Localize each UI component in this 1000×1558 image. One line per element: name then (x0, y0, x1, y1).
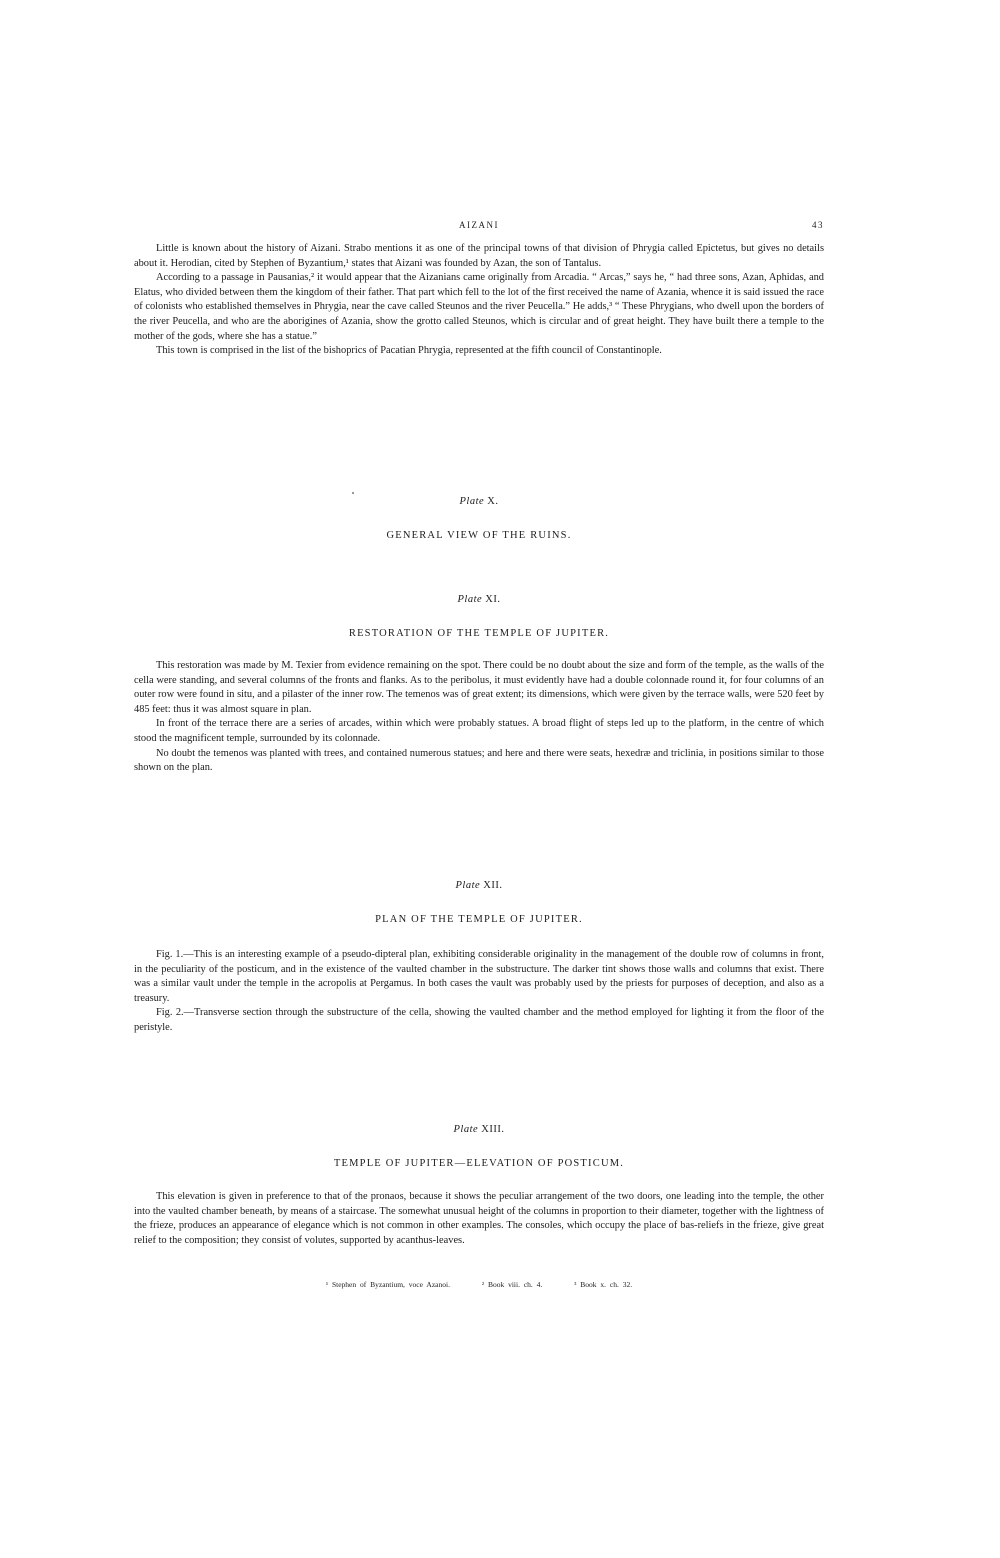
footnote: ³ Book x. ch. 32. (574, 1280, 633, 1289)
running-head (134, 220, 824, 236)
plate-xii-title: PLAN OF THE TEMPLE OF JUPITER. (375, 914, 583, 925)
plate-xii-text (134, 948, 824, 1036)
plate-xi-label: Plate XI. (457, 594, 501, 605)
plate-x-title: GENERAL VIEW OF THE RUINS. (386, 530, 572, 541)
plate-xii-paragraph: Fig. 2.—Transverse section through the substructure of the cella, showing the vaulted chamber and the method employed for lighting it from the floor of the peristyle. (134, 1007, 824, 1033)
plate-xiii-title: TEMPLE OF JUPITER—ELEVATION OF POSTICUM. (333, 1158, 625, 1169)
plate-xii-paragraph: Fig. 1.—This is an interesting example of a pseudo-dipteral plan, exhibiting considerable originality in the management of the double row of columns in front, in the peculiarity of the posticum, and in the existence of the vaulted chamber in the substructure. The darker tint shows those walls and columns that exist. There was a similar vault under the temple in the acropolis at Pergamus. In both cases the vault was probably used by the priests for purposes of deception, and also as a treasury. (134, 949, 824, 1004)
plate-xiii-label: Plate XIII. (453, 1124, 505, 1135)
plate-xi-paragraph: This restoration was made by M. Texier from evidence remaining on the spot. There could be no doubt about the size and form of the temple, as the walls of the cella were standing, and several columns of the fronts and flanks. As to the peribolus, it must evidently have had a double colonnade round it, for four columns of an outer row were found in situ, and a pilaster of the inner row. The temenos was of great extent; its dimensions, which were given by the terrace walls, were 520 feet by 485 feet: thus it was almost square in plan. (134, 660, 824, 715)
page-number: 43 (812, 220, 824, 230)
intro-paragraph: This town is comprised in the list of the bishoprics of Pacatian Phrygia, represented at the fifth council of Constantinople. (156, 345, 662, 357)
plate-xi-paragraph: In front of the terrace there are a series of arcades, within which were probably statues. A broad flight of steps led up to the platform, in the centre of which stood the magnificent temple, surrounded by its colonnade. (134, 718, 824, 744)
plate-xi-paragraph: No doubt the temenos was planted with trees, and contained numerous statues; and here and there were seats, hexedræ and triclinia, in positions similar to those shown on the plan. (134, 747, 824, 774)
plate-xii-label: Plate XII. (455, 880, 503, 891)
footnote: ² Book viii. ch. 4. (481, 1280, 543, 1289)
plate-x-label: Plate X. (459, 496, 499, 507)
printer-mark (352, 492, 354, 494)
plate-xiii-text (134, 1190, 824, 1248)
plate-xi-title: RESTORATION OF THE TEMPLE OF JUPITER. (348, 628, 610, 639)
running-title: AIZANI (459, 220, 499, 230)
footnote: ¹ Stephen of Byzantium, voce Azanoi. (325, 1280, 450, 1289)
intro-paragraph: According to a passage in Pausanias,² it would appear that the Aizanians came originally from Arcadia. “ Arcas,” says he, “ had three sons, Azan, Aphidas, and Elatus, who divided between them the kingdom of their father. That part which fell to the lot of the first received the name of Azania, whence it is said issued the race of colonists who established themselves in Phrygia, near the cave called Steunos and the river Peucella.” He adds,³ “ These Phrygians, who dwell upon the borders of the river Peucella, and who are the aborigines of Azania, show the grotto called Steunos, which is circular and of great height. They have built there a temple to the mother of the gods, where she has a statue.” (134, 272, 824, 342)
plate-xiii-paragraph: This elevation is given in preference to that of the pronaos, because it shows the peculiar arrangement of the two doors, one leading into the temple, the other into the vaulted chamber beneath, by means of a staircase. The somewhat unusual height of the columns in proportion to their diameter, together with the lightness of the frieze, produces an appearance of elegance which is not common in other examples. The consoles, which occupy the place of bas-reliefs in the frieze, give great relief to the composition; they consist of volutes, supported by acanthus-leaves. (134, 1191, 824, 1246)
plate-xi-text (134, 659, 824, 776)
intro-paragraph: Little is known about the history of Aizani. Strabo mentions it as one of the principal towns of that division of Phrygia called Epictetus, but gives no details about it. Herodian, cited by Stephen of Byzantium,¹ states that Aizani was founded by Azan, the son of Tantalus. (134, 243, 824, 269)
footnotes (134, 1280, 824, 1289)
intro-section (134, 242, 824, 359)
